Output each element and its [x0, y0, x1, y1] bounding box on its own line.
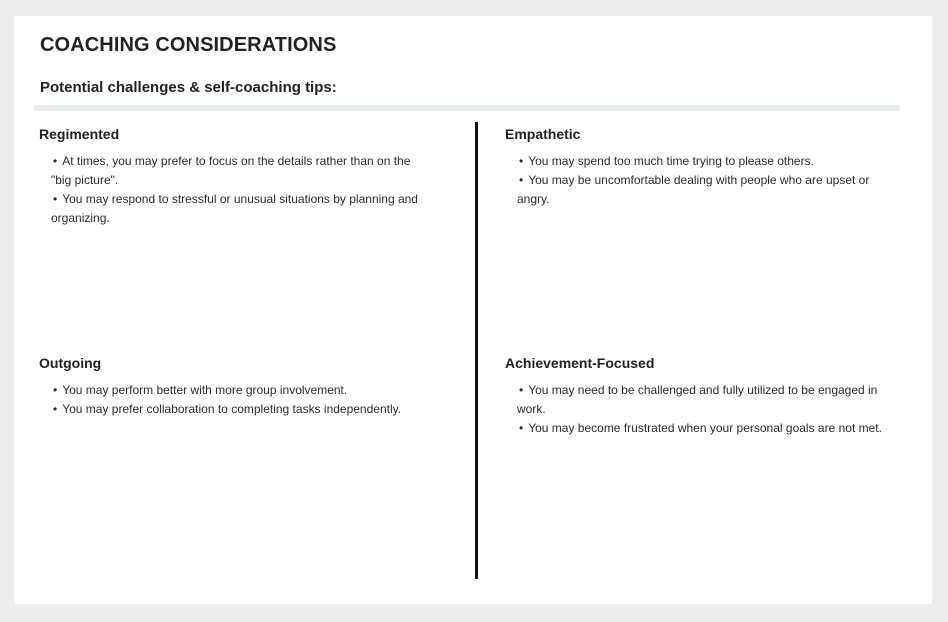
trait-tips-list — [505, 381, 895, 438]
tip-item: • At times, you may prefer to focus on the details rather than on the "big picture". — [51, 152, 429, 190]
column-divider — [475, 122, 478, 579]
tip-item: • You may prefer collaboration to completing tasks independently. — [51, 400, 429, 419]
trait-heading: Empathetic — [505, 126, 581, 142]
tip-item: • You may perform better with more group involvement. — [51, 381, 429, 400]
trait-heading: Outgoing — [39, 355, 102, 371]
page-title: COACHING CONSIDERATIONS — [40, 34, 337, 56]
section-subtitle: Potential challenges & self-coaching tips: — [40, 79, 337, 96]
trait-tips-list — [39, 152, 429, 228]
tip-item: • You may be uncomfortable dealing with people who are upset or angry. — [517, 171, 895, 209]
tip-item: • You may become frustrated when your personal goals are not met. — [517, 419, 895, 438]
tip-item: • You may spend too much time trying to please others. — [517, 152, 895, 171]
report-page — [14, 16, 932, 604]
trait-section-achievement-focused — [505, 355, 895, 438]
trait-section-empathetic — [505, 126, 895, 209]
subtitle-underline — [34, 105, 900, 111]
tip-item: • You may respond to stressful or unusual situations by planning and organizing. — [51, 190, 429, 228]
trait-tips-list — [505, 152, 895, 209]
trait-section-regimented — [39, 126, 429, 228]
trait-tips-list — [39, 381, 429, 419]
tip-item: • You may need to be challenged and fully utilized to be engaged in work. — [517, 381, 895, 419]
trait-heading: Regimented — [39, 126, 120, 142]
trait-heading: Achievement-Focused — [505, 355, 655, 371]
trait-section-outgoing — [39, 355, 429, 419]
